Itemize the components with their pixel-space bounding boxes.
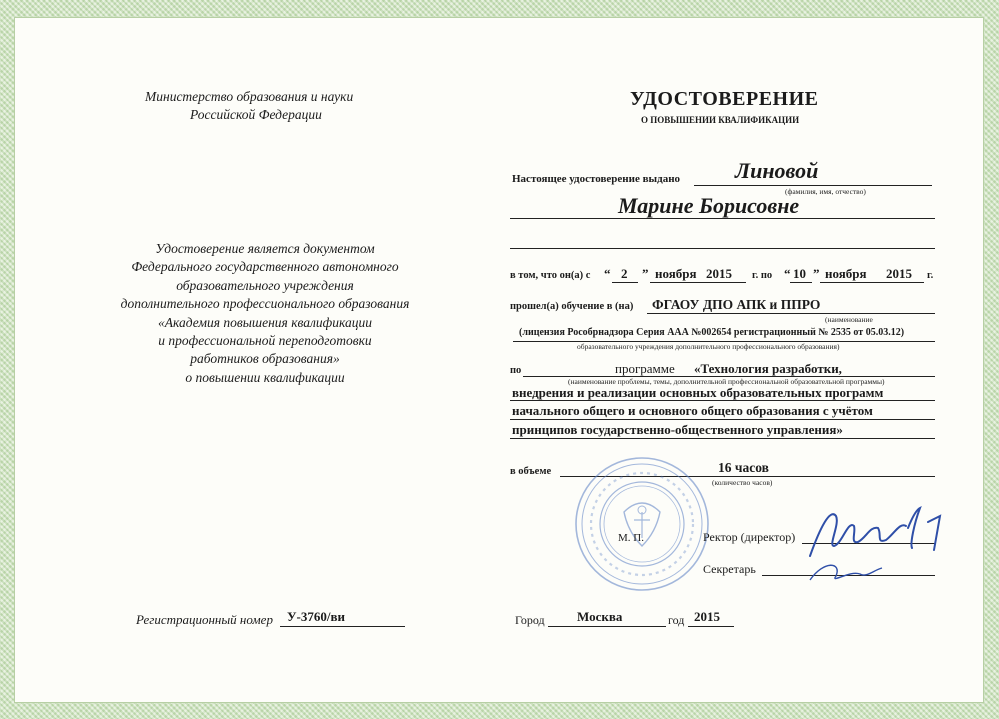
description-line: о повышении квалификации: [185, 369, 345, 385]
issuer-description: [100, 240, 430, 387]
start-month-underline: [650, 282, 746, 283]
recipient-given-names: Марине Борисовне: [618, 193, 800, 218]
city-label: Город: [515, 613, 545, 627]
official-seal-icon: [572, 454, 712, 594]
program-line-2: внедрения и реализации основных образовательных программ: [512, 385, 884, 400]
trained-label: прошел(а) обучение в (на): [510, 301, 634, 312]
institution-name: ФГАОУ ДПО АПК и ППРО: [652, 297, 821, 312]
reg-number: У-3760/ви: [287, 609, 345, 624]
end-month: ноября: [825, 266, 867, 281]
license-caption: образовательного учреждения дополнительного профессионального образования): [577, 342, 840, 351]
blank-underline: [510, 248, 935, 249]
ministry-line1: Министерство образования и науки: [145, 89, 354, 104]
year-label: год: [668, 613, 685, 627]
end-month-underline: [820, 282, 924, 283]
reg-number-label: Регистрационный номер: [136, 612, 273, 627]
year-underline: [688, 626, 734, 627]
open-quote: “: [604, 266, 611, 281]
description-line: Удостоверение является документом: [155, 241, 375, 256]
city-value: Москва: [577, 609, 623, 624]
certificate-subtitle: О ПОВЫШЕНИИ КВАЛИФИКАЦИИ: [641, 115, 800, 125]
program-caption: (наименование проблемы, темы, дополнительной профессиональной образовательной программы): [568, 377, 885, 386]
institution-caption: (наименование: [825, 315, 873, 324]
description-line: и профессиональной переподготовки: [158, 333, 372, 349]
description-line: дополнительного профессионального образования: [120, 296, 410, 312]
ministry-line2: Российской Федерации: [190, 107, 322, 122]
program-line-1: «Технология разработки,: [694, 361, 842, 376]
year-abbr-until: г. по: [752, 270, 773, 281]
start-month: ноября: [655, 266, 697, 281]
start-day: 2: [621, 266, 628, 281]
description-line: «Академия повышения квалификации: [158, 314, 372, 330]
program-prefix: по: [510, 365, 522, 376]
program-line-3: начального общего и основного общего образования с учётом: [512, 403, 873, 418]
volume-label: в объеме: [510, 466, 552, 477]
reg-number-underline: [280, 626, 405, 627]
rector-label: Ректор (директор): [703, 530, 796, 544]
license-info: (лицензия Рособрнадзора Серия ААА №002654 регистрационный № 2535 от 05.03.12): [519, 327, 905, 338]
certificate-title: УДОСТОВЕРЕНИЕ: [630, 88, 819, 110]
program-underline-4: [510, 438, 935, 439]
description-line: Федерального государственного автономного: [131, 259, 399, 275]
description-line: образовательного учреждения: [176, 277, 354, 293]
hours-caption: (количество часов): [712, 478, 773, 487]
city-underline: [548, 626, 666, 627]
close-quote: ”: [813, 266, 820, 281]
hours-value: 16 часов: [718, 460, 769, 475]
end-day: 10: [793, 266, 806, 281]
year-value: 2015: [694, 609, 720, 624]
end-year: 2015: [886, 266, 912, 281]
start-year: 2015: [706, 266, 732, 281]
description-line: работников образования»: [190, 351, 340, 367]
issued-label: Настоящее удостоверение выдано: [512, 173, 681, 185]
close-quote: ”: [642, 266, 649, 281]
surname-underline: [694, 185, 932, 186]
start-day-underline: [612, 282, 638, 283]
program-underline-2: [510, 400, 935, 401]
institution-underline: [647, 313, 935, 314]
open-quote: “: [784, 266, 791, 281]
name-caption: (фамилия, имя, отчество): [785, 187, 866, 196]
rector-signature-icon: [790, 498, 960, 588]
year-abbr: г.: [927, 270, 934, 281]
seal-place-label: М. П.: [618, 532, 644, 544]
program-line-4: принципов государственно-общественного управления»: [512, 422, 843, 437]
program-word: программе: [615, 361, 675, 376]
end-day-underline: [790, 282, 812, 283]
secretary-label: Секретарь: [703, 562, 756, 576]
program-underline-3: [510, 419, 935, 420]
period-label: в том, что он(а) с: [510, 270, 591, 281]
recipient-surname: Линовой: [735, 158, 819, 183]
given-names-underline: [510, 218, 935, 219]
